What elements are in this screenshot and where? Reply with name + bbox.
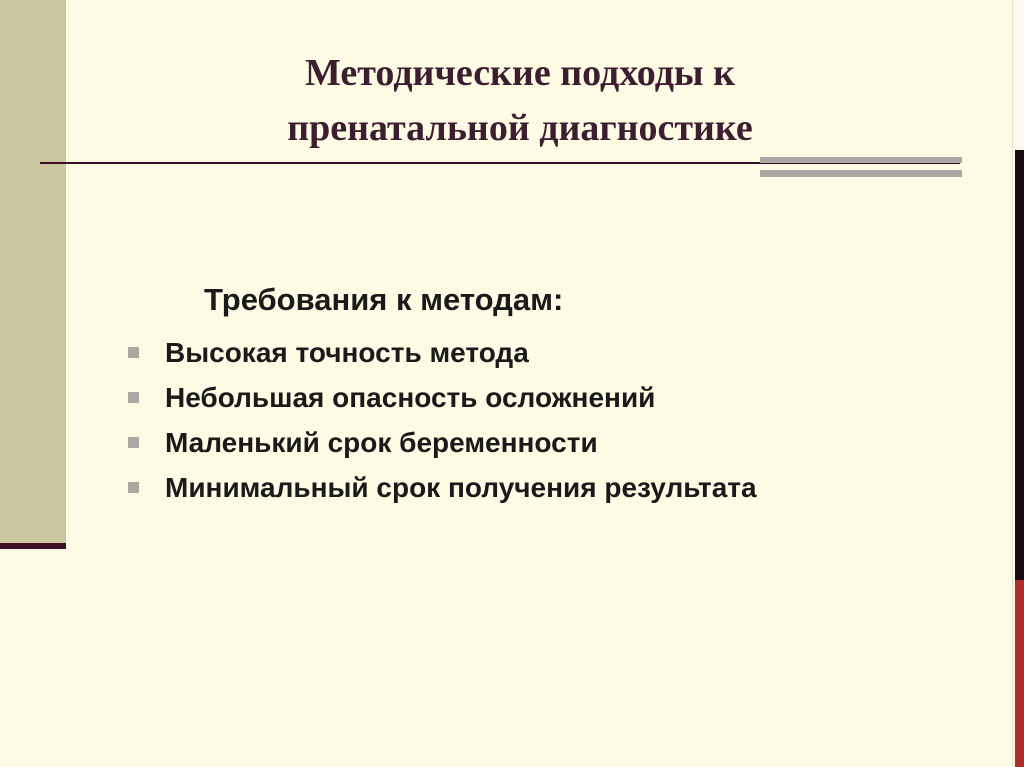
- square-bullet-icon: [128, 347, 139, 358]
- left-band-rule: [0, 543, 66, 549]
- requirements-list: [128, 330, 757, 510]
- square-bullet-icon: [128, 482, 139, 493]
- left-decorative-band: [0, 0, 66, 546]
- slide-title-line-1: Методические подходы к: [305, 52, 735, 94]
- square-bullet-icon: [128, 392, 139, 403]
- title-divider-gray-bar-top: [760, 157, 962, 163]
- list-item: [128, 465, 757, 510]
- list-item: [128, 330, 757, 375]
- list-item: [128, 375, 757, 420]
- slide-title-line-2: пренатальной диагностике: [287, 107, 753, 149]
- square-bullet-icon: [128, 437, 139, 448]
- requirements-heading: Требования к методам:: [204, 282, 564, 317]
- list-item: [128, 420, 757, 465]
- slide-title: [150, 46, 890, 156]
- list-item-text: Небольшая опасность осложнений: [165, 381, 656, 413]
- right-red-accent: [1015, 580, 1024, 767]
- list-item-text: Минимальный срок получения результата: [165, 471, 757, 503]
- list-item-text: Высокая точность метода: [165, 336, 529, 368]
- title-divider-gray-bar-bottom: [760, 170, 962, 177]
- list-item-text: Маленький срок беременности: [165, 426, 598, 458]
